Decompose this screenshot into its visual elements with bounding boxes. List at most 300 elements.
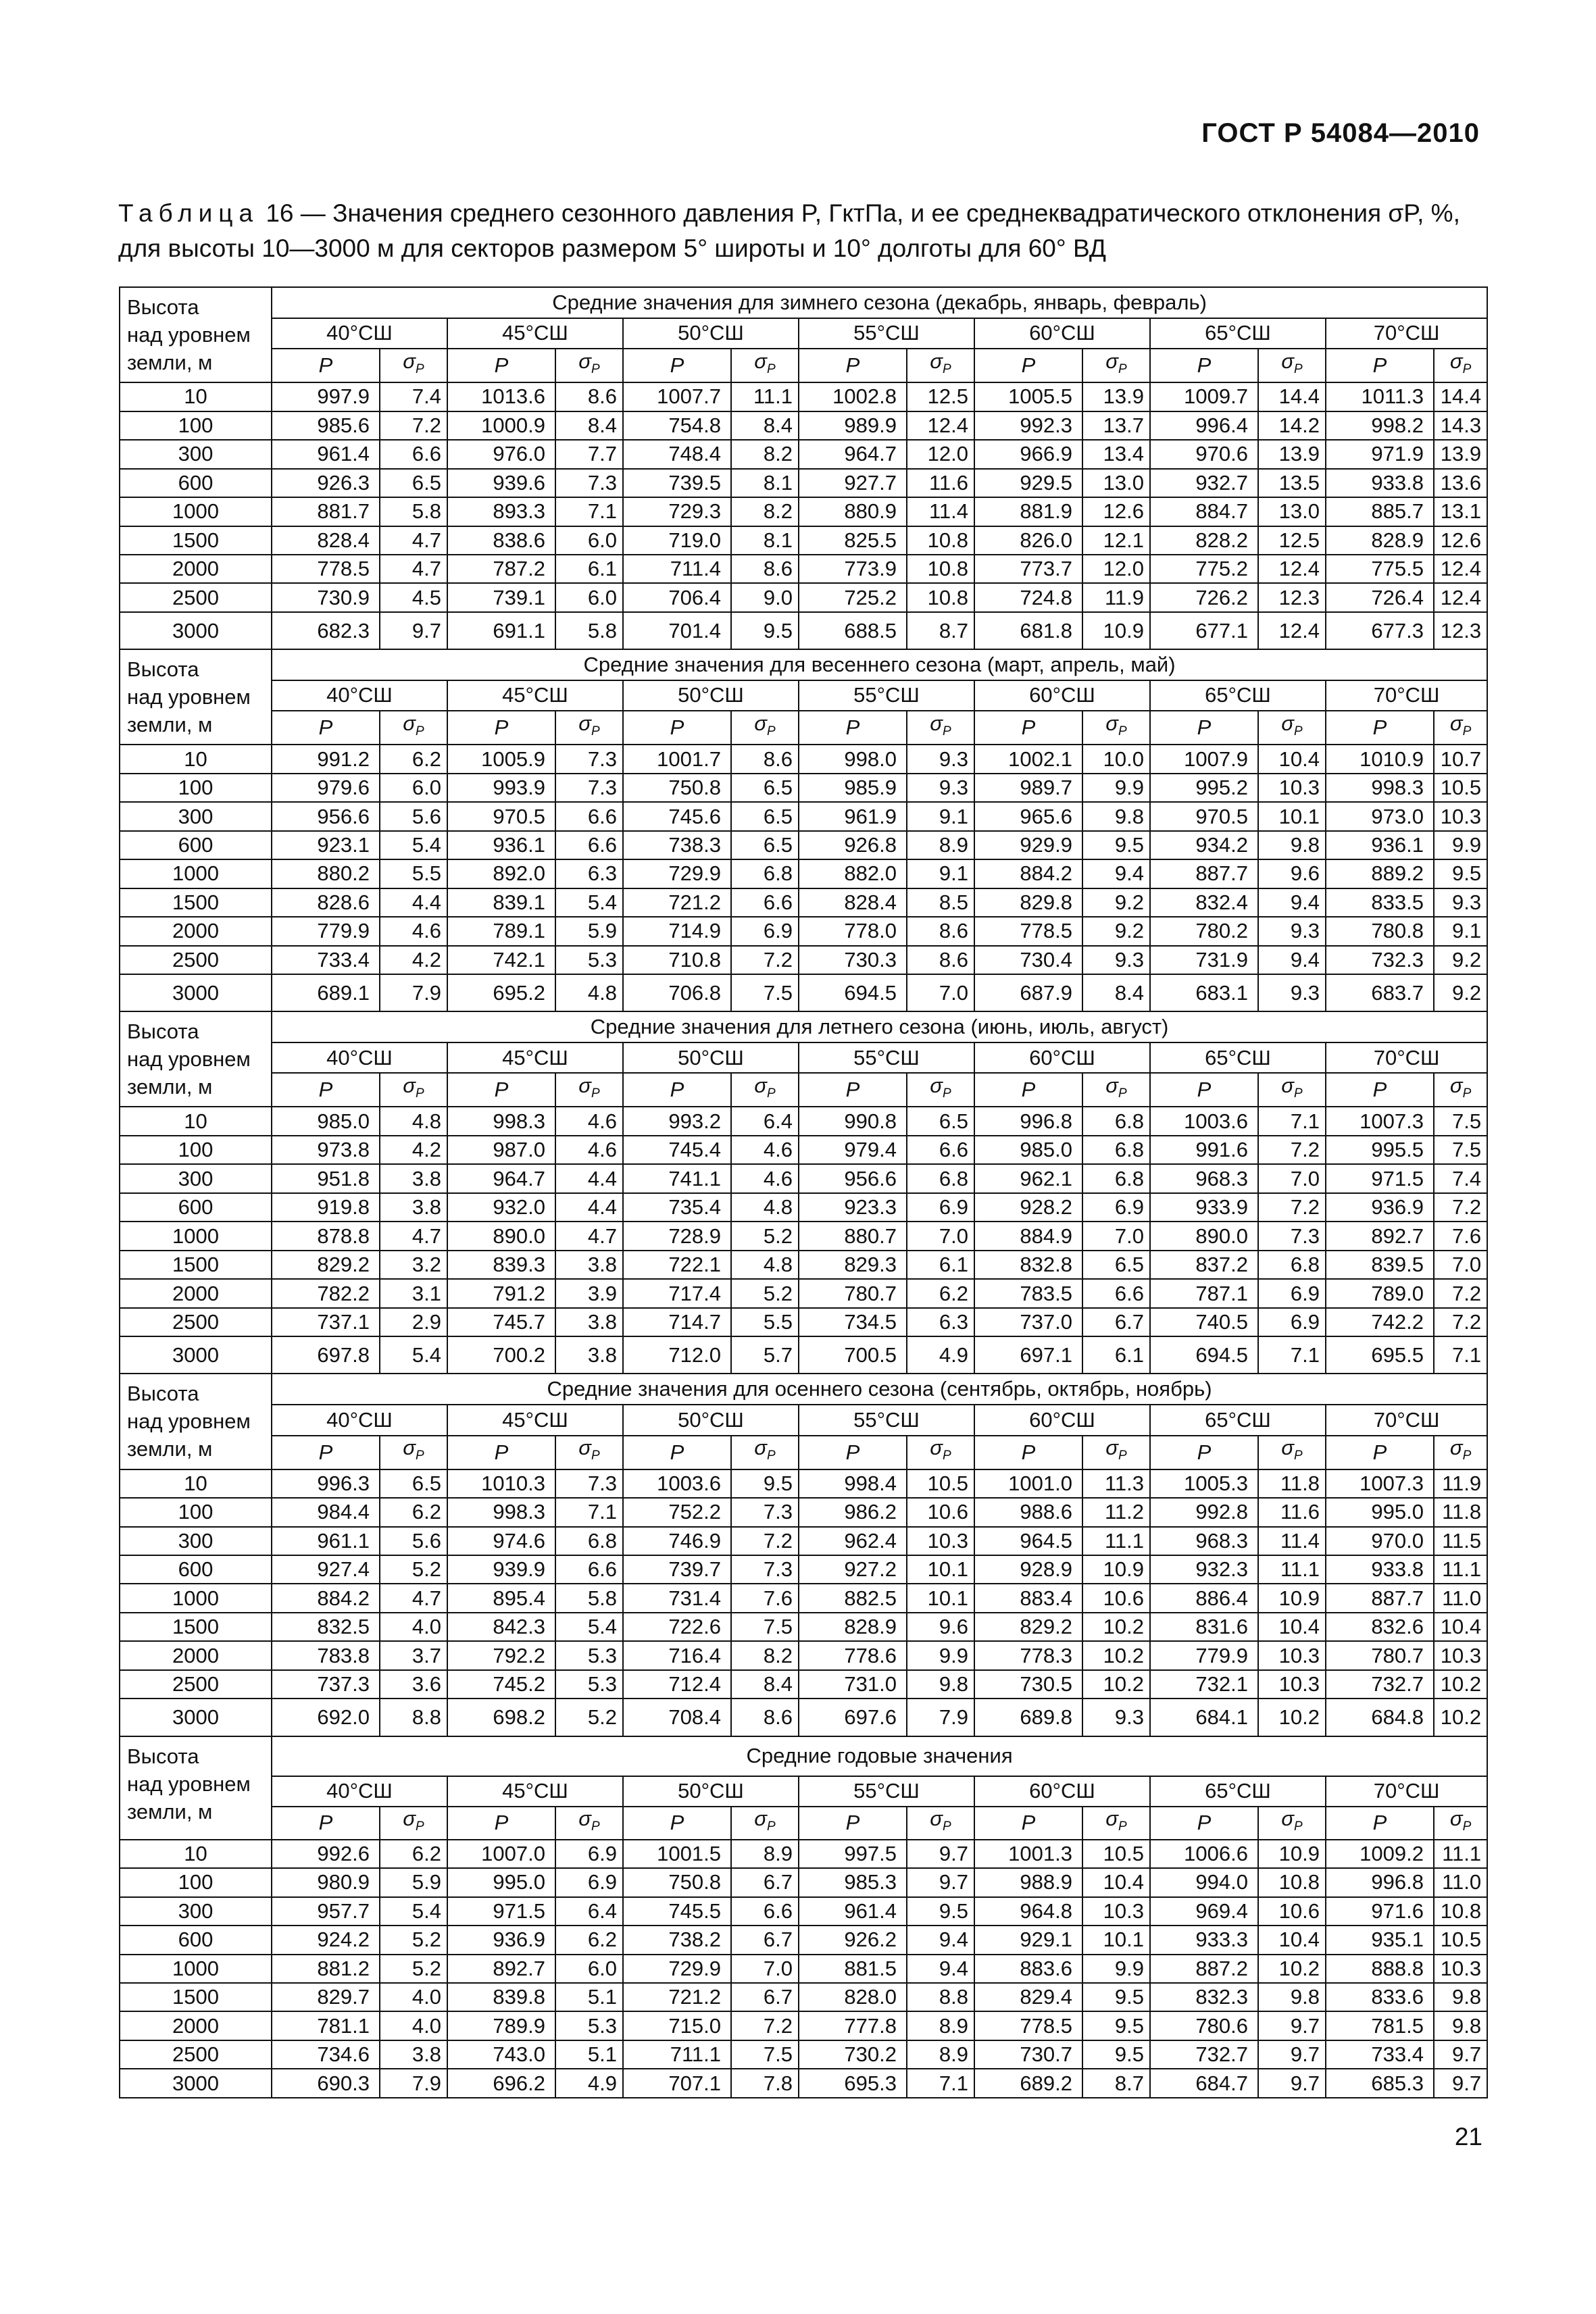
pressure-cell: 745.7	[447, 1308, 555, 1336]
latitude-header: 50°СШ	[623, 680, 799, 711]
sigma-subscript: P	[591, 362, 600, 377]
deviation-cell: 6.6	[731, 1897, 799, 1926]
caption-text: — Значения среднего сезонного давления P, ГктПа, и ее среднеквадратического отклонения σP, %, для высоты 10—3000 м для секторов размером 5° широты и 10° долготы для 60° ВД	[118, 199, 1460, 262]
deviation-cell: 7.9	[380, 2069, 447, 2098]
deviation-cell: 7.4	[1434, 1164, 1487, 1192]
sigma-subscript: P	[1118, 1086, 1127, 1101]
pressure-cell: 996.4	[1150, 411, 1258, 440]
deviation-cell: 6.9	[1082, 1193, 1150, 1222]
pressure-cell: 998.3	[1326, 774, 1434, 802]
pressure-cell: 724.8	[974, 583, 1082, 611]
p-symbol: P	[1150, 711, 1258, 745]
table-row	[120, 946, 1487, 974]
deviation-cell: 9.7	[1258, 2069, 1326, 2098]
pressure-cell: 998.3	[447, 1107, 555, 1135]
table-row	[120, 1670, 1487, 1699]
pressure-cell: 787.1	[1150, 1279, 1258, 1307]
pressure-cell: 687.9	[974, 974, 1082, 1011]
altitude-cell: 600	[120, 831, 272, 859]
deviation-cell: 9.3	[1082, 1699, 1150, 1736]
deviation-cell: 7.0	[731, 1955, 799, 1983]
deviation-cell: 4.6	[380, 917, 447, 945]
pressure-cell: 695.5	[1326, 1336, 1434, 1374]
altitude-cell: 1500	[120, 1251, 272, 1279]
pressure-cell: 928.2	[974, 1193, 1082, 1222]
pressure-cell: 1001.5	[623, 1840, 731, 1868]
pressure-cell: 730.7	[974, 2040, 1082, 2069]
deviation-cell: 6.2	[380, 1498, 447, 1526]
pressure-cell: 881.9	[974, 497, 1082, 526]
altitude-cell: 2000	[120, 2011, 272, 2040]
altitude-cell: 2000	[120, 917, 272, 945]
sigma-subscript: P	[591, 724, 600, 739]
deviation-cell: 6.5	[907, 1107, 974, 1135]
latitude-row	[120, 1042, 1487, 1074]
p-symbol: P	[623, 1073, 731, 1107]
pressure-cell: 726.2	[1150, 583, 1258, 611]
deviation-cell: 10.4	[1082, 1868, 1150, 1896]
pressure-cell: 998.4	[799, 1469, 907, 1498]
p-symbol: P	[799, 1073, 907, 1107]
deviation-cell: 7.2	[1434, 1308, 1487, 1336]
pressure-cell: 961.9	[799, 802, 907, 830]
pressure-cell: 741.1	[623, 1164, 731, 1192]
sigma-glyph: σ	[1449, 349, 1463, 374]
deviation-cell: 6.7	[731, 1868, 799, 1896]
pressure-cell: 887.2	[1150, 1955, 1258, 1983]
deviation-cell: 3.9	[555, 1279, 623, 1307]
pressure-cell: 735.4	[623, 1193, 731, 1222]
sigma-glyph: σ	[1281, 711, 1294, 736]
pressure-cell: 988.6	[974, 1498, 1082, 1526]
pressure-cell: 997.5	[799, 1840, 907, 1868]
pressure-cell: 971.5	[447, 1897, 555, 1926]
pressure-cell: 1007.3	[1326, 1107, 1434, 1135]
deviation-cell: 7.7	[555, 440, 623, 468]
deviation-cell: 4.9	[907, 1336, 974, 1374]
deviation-cell: 6.6	[555, 1555, 623, 1584]
deviation-cell: 11.2	[1082, 1498, 1150, 1526]
document-code: ГОСТ Р 54084—2010	[1201, 118, 1480, 148]
pressure-cell: 748.4	[623, 440, 731, 468]
latitude-header: 65°СШ	[1150, 318, 1326, 349]
deviation-cell: 10.9	[1082, 612, 1150, 649]
p-symbol: P	[447, 349, 555, 382]
sigma-glyph: σ	[1281, 1807, 1294, 1831]
deviation-cell: 5.4	[380, 1336, 447, 1374]
deviation-cell: 6.8	[1082, 1136, 1150, 1164]
pressure-cell: 883.6	[974, 1955, 1082, 1983]
pressure-cell: 996.8	[1326, 1868, 1434, 1896]
deviation-cell: 4.8	[731, 1193, 799, 1222]
deviation-cell: 4.9	[555, 2069, 623, 2098]
pressure-cell: 932.3	[1150, 1555, 1258, 1584]
deviation-cell: 7.3	[555, 774, 623, 802]
deviation-cell: 7.3	[1258, 1222, 1326, 1250]
deviation-cell: 3.8	[555, 1336, 623, 1374]
pressure-cell: 970.5	[447, 802, 555, 830]
pressure-cell: 781.1	[272, 2011, 380, 2040]
pressure-cell: 968.3	[1150, 1527, 1258, 1555]
pressure-cell: 738.3	[623, 831, 731, 859]
sigma-symbol	[380, 1807, 447, 1840]
pressure-cell: 783.5	[974, 1279, 1082, 1307]
pressure-cell: 926.8	[799, 831, 907, 859]
caption-lead: Таблица	[118, 199, 259, 227]
sigma-glyph: σ	[578, 1074, 591, 1098]
deviation-cell: 7.0	[907, 1222, 974, 1250]
deviation-cell: 6.2	[380, 745, 447, 773]
sigma-glyph: σ	[754, 1436, 767, 1460]
pressure-cell: 964.7	[447, 1164, 555, 1192]
pressure-cell: 985.3	[799, 1868, 907, 1896]
altitude-cell: 1500	[120, 526, 272, 555]
p-symbol: P	[447, 1073, 555, 1107]
deviation-cell: 8.1	[731, 469, 799, 497]
deviation-cell: 9.8	[1434, 2011, 1487, 2040]
deviation-cell: 10.4	[1258, 745, 1326, 773]
pressure-cell: 995.0	[447, 1868, 555, 1896]
deviation-cell: 5.2	[555, 1699, 623, 1736]
pressure-cell: 838.6	[447, 526, 555, 555]
pressure-cell: 729.3	[623, 497, 731, 526]
latitude-header: 60°СШ	[974, 680, 1150, 711]
pressure-cell: 742.2	[1326, 1308, 1434, 1336]
pressure-cell: 927.4	[272, 1555, 380, 1584]
deviation-cell: 10.8	[907, 526, 974, 555]
altitude-header-line: над уровнем	[127, 1771, 251, 1796]
table-row	[120, 1840, 1487, 1868]
deviation-cell: 4.2	[380, 946, 447, 974]
deviation-cell: 5.4	[555, 888, 623, 917]
sigma-symbol	[380, 349, 447, 382]
altitude-cell: 2500	[120, 583, 272, 611]
latitude-header: 60°СШ	[974, 1776, 1150, 1807]
deviation-cell: 5.8	[555, 612, 623, 649]
deviation-cell: 9.9	[1434, 831, 1487, 859]
pressure-cell: 880.7	[799, 1222, 907, 1250]
deviation-cell: 11.9	[1082, 583, 1150, 611]
pressure-cell: 745.2	[447, 1670, 555, 1699]
pressure-cell: 995.2	[1150, 774, 1258, 802]
deviation-cell: 10.8	[907, 555, 974, 583]
altitude-cell: 1000	[120, 1222, 272, 1250]
deviation-cell: 7.0	[907, 974, 974, 1011]
deviation-cell: 11.8	[1258, 1469, 1326, 1498]
pressure-cell: 970.6	[1150, 440, 1258, 468]
table-row	[120, 859, 1487, 888]
latitude-header: 55°СШ	[799, 680, 974, 711]
deviation-cell: 6.0	[380, 774, 447, 802]
deviation-cell: 9.9	[907, 1641, 974, 1669]
pressure-cell: 683.7	[1326, 974, 1434, 1011]
pressure-cell: 927.2	[799, 1555, 907, 1584]
symbol-row	[120, 1807, 1487, 1840]
pressure-cell: 739.7	[623, 1555, 731, 1584]
table-row	[120, 802, 1487, 830]
sigma-glyph: σ	[754, 1807, 767, 1831]
deviation-cell: 7.2	[731, 946, 799, 974]
table-row	[120, 1193, 1487, 1222]
pressure-cell: 883.4	[974, 1584, 1082, 1612]
deviation-cell: 5.1	[555, 1983, 623, 2011]
pressure-cell: 778.3	[974, 1641, 1082, 1669]
deviation-cell: 14.4	[1258, 382, 1326, 411]
altitude-cell: 10	[120, 1840, 272, 1868]
deviation-cell: 4.6	[555, 1107, 623, 1135]
sigma-subscript: P	[1294, 1449, 1303, 1463]
sigma-subscript: P	[943, 724, 951, 739]
table-row	[120, 1897, 1487, 1926]
pressure-cell: 733.4	[272, 946, 380, 974]
pressure-cell: 752.2	[623, 1498, 731, 1526]
pressure-cell: 832.4	[1150, 888, 1258, 917]
pressure-cell: 677.1	[1150, 612, 1258, 649]
deviation-cell: 12.4	[1434, 583, 1487, 611]
pressure-cell: 1006.6	[1150, 1840, 1258, 1868]
pressure-cell: 1009.2	[1326, 1840, 1434, 1868]
altitude-cell: 100	[120, 411, 272, 440]
deviation-cell: 4.8	[731, 1251, 799, 1279]
pressure-cell: 924.2	[272, 1926, 380, 1954]
pressure-cell: 971.6	[1326, 1897, 1434, 1926]
table-row	[120, 1641, 1487, 1669]
pressure-cell: 976.0	[447, 440, 555, 468]
deviation-cell: 10.5	[1434, 774, 1487, 802]
pressure-cell: 934.2	[1150, 831, 1258, 859]
sigma-symbol	[555, 1436, 623, 1469]
deviation-cell: 9.5	[1082, 2040, 1150, 2069]
altitude-header	[120, 1011, 272, 1107]
pressure-cell: 962.1	[974, 1164, 1082, 1192]
sigma-glyph: σ	[1449, 1074, 1463, 1098]
deviation-cell: 5.4	[380, 1897, 447, 1926]
deviation-cell: 10.6	[907, 1498, 974, 1526]
altitude-cell: 3000	[120, 1699, 272, 1736]
deviation-cell: 10.0	[1082, 745, 1150, 773]
deviation-cell: 3.7	[380, 1641, 447, 1669]
table-row	[120, 1983, 1487, 2011]
pressure-cell: 697.8	[272, 1336, 380, 1374]
sigma-glyph: σ	[403, 1436, 416, 1460]
pressure-cell: 734.6	[272, 2040, 380, 2069]
table-caption	[118, 196, 1487, 266]
pressure-cell: 712.0	[623, 1336, 731, 1374]
pressure-cell: 890.0	[1150, 1222, 1258, 1250]
deviation-cell: 9.7	[1258, 2011, 1326, 2040]
altitude-cell: 2500	[120, 1670, 272, 1699]
sigma-symbol	[555, 1807, 623, 1840]
pressure-cell: 732.7	[1150, 2040, 1258, 2069]
sigma-symbol	[1258, 1073, 1326, 1107]
deviation-cell: 8.5	[907, 888, 974, 917]
altitude-header-line: над уровнем	[127, 323, 251, 347]
sigma-symbol	[907, 349, 974, 382]
pressure-cell: 929.1	[974, 1926, 1082, 1954]
deviation-cell: 7.2	[1434, 1279, 1487, 1307]
latitude-header: 45°СШ	[447, 1042, 623, 1074]
pressure-cell: 711.1	[623, 2040, 731, 2069]
deviation-cell: 9.7	[907, 1840, 974, 1868]
altitude-header	[120, 649, 272, 745]
pressure-cell: 829.8	[974, 888, 1082, 917]
pressure-cell: 933.8	[1326, 1555, 1434, 1584]
deviation-cell: 10.8	[1258, 1868, 1326, 1896]
pressure-cell: 932.7	[1150, 469, 1258, 497]
deviation-cell: 10.9	[1082, 1555, 1150, 1584]
deviation-cell: 6.5	[380, 1469, 447, 1498]
deviation-cell: 11.6	[907, 469, 974, 497]
deviation-cell: 5.2	[380, 1955, 447, 1983]
sigma-subscript: P	[1118, 1819, 1127, 1834]
deviation-cell: 9.7	[1434, 2040, 1487, 2069]
altitude-cell: 100	[120, 1136, 272, 1164]
deviation-cell: 6.3	[907, 1308, 974, 1336]
pressure-cell: 933.8	[1326, 469, 1434, 497]
deviation-cell: 6.5	[731, 831, 799, 859]
deviation-cell: 9.4	[907, 1926, 974, 1954]
sigma-symbol	[907, 1807, 974, 1840]
sigma-symbol	[555, 1073, 623, 1107]
table-row	[120, 411, 1487, 440]
pressure-cell: 778.5	[272, 555, 380, 583]
deviation-cell: 7.1	[1258, 1336, 1326, 1374]
latitude-header: 55°СШ	[799, 1405, 974, 1436]
altitude-cell: 3000	[120, 612, 272, 649]
pressure-cell: 1005.9	[447, 745, 555, 773]
pressure-cell: 829.2	[974, 1613, 1082, 1641]
sigma-symbol	[1258, 1436, 1326, 1469]
table-row	[120, 497, 1487, 526]
table-row	[120, 888, 1487, 917]
altitude-cell: 2000	[120, 1641, 272, 1669]
pressure-cell: 996.8	[974, 1107, 1082, 1135]
sigma-symbol	[1434, 349, 1487, 382]
pressure-cell: 839.8	[447, 1983, 555, 2011]
altitude-cell: 2500	[120, 1308, 272, 1336]
table-row	[120, 2069, 1487, 2098]
pressure-cell: 935.1	[1326, 1926, 1434, 1954]
deviation-cell: 3.1	[380, 1279, 447, 1307]
deviation-cell: 13.0	[1082, 469, 1150, 497]
pressure-cell: 926.3	[272, 469, 380, 497]
deviation-cell: 10.1	[1258, 802, 1326, 830]
altitude-cell: 600	[120, 1555, 272, 1584]
deviation-cell: 6.3	[555, 859, 623, 888]
deviation-cell: 4.7	[380, 1222, 447, 1250]
pressure-cell: 731.4	[623, 1584, 731, 1612]
pressure-cell: 780.7	[799, 1279, 907, 1307]
sigma-glyph: σ	[578, 1807, 591, 1831]
pressure-cell: 779.9	[272, 917, 380, 945]
pressure-cell: 706.4	[623, 583, 731, 611]
deviation-cell: 3.8	[380, 1193, 447, 1222]
sigma-glyph: σ	[1105, 1436, 1118, 1460]
altitude-cell: 1500	[120, 1983, 272, 2011]
altitude-header-line: земли, м	[127, 713, 213, 737]
deviation-cell: 9.3	[907, 745, 974, 773]
pressure-cell: 781.5	[1326, 2011, 1434, 2040]
table-row	[120, 2040, 1487, 2069]
deviation-cell: 6.9	[1258, 1308, 1326, 1336]
sigma-subscript: P	[416, 1819, 424, 1834]
pressure-cell: 833.6	[1326, 1983, 1434, 2011]
deviation-cell: 7.3	[555, 745, 623, 773]
altitude-cell: 1000	[120, 1955, 272, 1983]
deviation-cell: 9.8	[1258, 831, 1326, 859]
deviation-cell: 9.3	[1258, 917, 1326, 945]
sigma-symbol	[731, 349, 799, 382]
deviation-cell: 4.5	[380, 583, 447, 611]
altitude-cell: 300	[120, 1897, 272, 1926]
p-symbol: P	[272, 711, 380, 745]
pressure-cell: 833.5	[1326, 888, 1434, 917]
altitude-cell: 600	[120, 1926, 272, 1954]
deviation-cell: 10.5	[907, 1469, 974, 1498]
sigma-symbol	[1434, 711, 1487, 745]
deviation-cell: 14.3	[1434, 411, 1487, 440]
pressure-cell: 989.7	[974, 774, 1082, 802]
pressure-cell: 730.4	[974, 946, 1082, 974]
sigma-subscript: P	[943, 362, 951, 377]
deviation-cell: 6.6	[555, 831, 623, 859]
p-symbol: P	[974, 1807, 1082, 1840]
deviation-cell: 10.2	[1434, 1670, 1487, 1699]
pressure-cell: 1001.7	[623, 745, 731, 773]
pressure-cell: 729.9	[623, 859, 731, 888]
deviation-cell: 10.7	[1434, 745, 1487, 773]
deviation-cell: 9.7	[380, 612, 447, 649]
deviation-cell: 6.9	[555, 1840, 623, 1868]
deviation-cell: 11.5	[1434, 1527, 1487, 1555]
deviation-cell: 12.6	[1082, 497, 1150, 526]
pressure-cell: 732.3	[1326, 946, 1434, 974]
pressure-cell: 974.6	[447, 1527, 555, 1555]
altitude-header-line: над уровнем	[127, 1047, 251, 1072]
pressure-cell: 964.5	[974, 1527, 1082, 1555]
pressure-cell: 684.1	[1150, 1699, 1258, 1736]
pressure-cell: 730.2	[799, 2040, 907, 2069]
pressure-cell: 929.9	[974, 831, 1082, 859]
deviation-cell: 12.4	[1258, 555, 1326, 583]
pressure-cell: 970.0	[1326, 1527, 1434, 1555]
pressure-cell: 884.9	[974, 1222, 1082, 1250]
pressure-cell: 780.8	[1326, 917, 1434, 945]
deviation-cell: 5.5	[731, 1308, 799, 1336]
pressure-cell: 739.5	[623, 469, 731, 497]
deviation-cell: 9.7	[1258, 2040, 1326, 2069]
pressure-cell: 729.9	[623, 1955, 731, 1983]
table-row	[120, 831, 1487, 859]
p-symbol: P	[799, 711, 907, 745]
deviation-cell: 8.6	[907, 946, 974, 974]
altitude-cell: 600	[120, 1193, 272, 1222]
pressure-cell: 979.4	[799, 1136, 907, 1164]
pressure-cell: 778.0	[799, 917, 907, 945]
pressure-cell: 689.1	[272, 974, 380, 1011]
sigma-symbol	[380, 1073, 447, 1107]
p-symbol: P	[623, 1807, 731, 1840]
p-symbol: P	[447, 1436, 555, 1469]
pressure-cell: 971.9	[1326, 440, 1434, 468]
pressure-cell: 993.2	[623, 1107, 731, 1135]
altitude-header-line: Высота	[127, 295, 199, 319]
deviation-cell: 4.6	[555, 1136, 623, 1164]
pressure-cell: 787.2	[447, 555, 555, 583]
deviation-cell: 8.6	[731, 745, 799, 773]
altitude-cell: 300	[120, 1527, 272, 1555]
pressure-cell: 825.5	[799, 526, 907, 555]
